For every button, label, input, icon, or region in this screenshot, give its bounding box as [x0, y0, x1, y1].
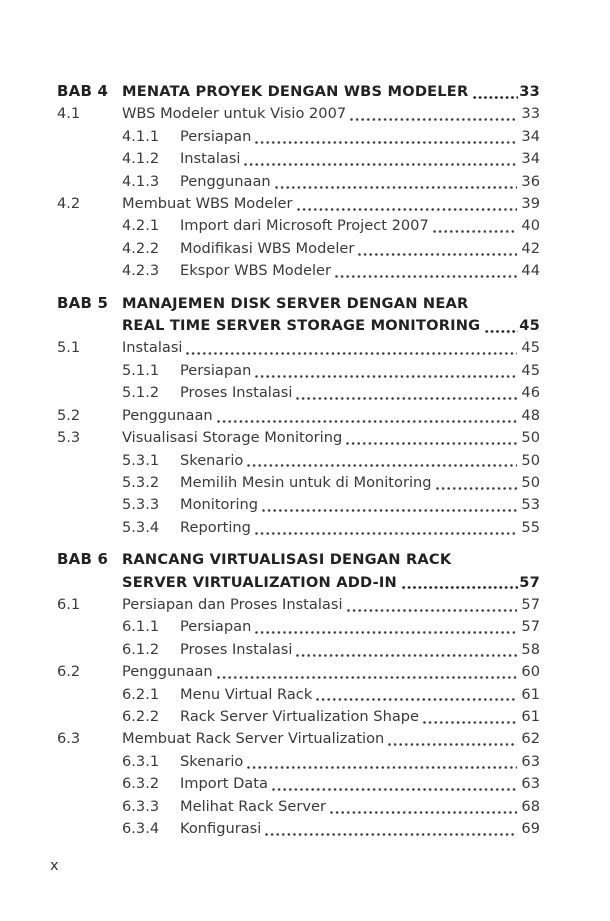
entry-title: Persiapan [180, 618, 252, 636]
entry-title: Proses Instalasi [180, 384, 293, 402]
toc-entry [57, 796, 540, 818]
dot-leader [255, 375, 517, 378]
entry-number: 5.3.3 [122, 496, 160, 514]
toc-entry [57, 171, 540, 193]
entry-title: Reporting [180, 518, 251, 536]
entry-number: 5.1.1 [122, 361, 160, 379]
entry-title: Instalasi [180, 150, 241, 168]
toc-entry [57, 360, 540, 382]
entry-number: 4.2.1 [122, 217, 160, 235]
toc-entry [57, 616, 540, 638]
dot-leader [436, 487, 518, 490]
chapter-label: BAB 6 [57, 550, 109, 569]
entry-page-number: 58 [521, 640, 540, 658]
entry-page-number: 50 [521, 473, 540, 491]
entry-number: 5.1.2 [122, 384, 160, 402]
chapter-title [122, 81, 540, 103]
dot-leader [433, 230, 518, 233]
toc-entry [57, 193, 540, 215]
entry-title: Konfigurasi [180, 820, 262, 837]
entry-number: 6.3.3 [122, 797, 160, 815]
dot-leader [350, 118, 517, 121]
entry-page-number: 68 [521, 797, 540, 815]
toc-entry [57, 818, 540, 840]
toc-entry [57, 215, 540, 237]
chapter-row [57, 292, 540, 338]
entry-number: 5.3 [57, 429, 81, 447]
dot-leader [255, 532, 517, 535]
toc-entry [57, 382, 540, 404]
chapter-page-number: 45 [519, 317, 540, 335]
chapter-title-text: RANCANG VIRTUALISASI DENGAN RACK [122, 551, 452, 569]
entry-number: 6.3.4 [122, 820, 160, 837]
entry-page-number: 60 [521, 663, 540, 681]
toc-entry [57, 728, 540, 750]
dot-leader [485, 330, 518, 333]
dot-leader [247, 766, 517, 769]
dot-leader [244, 163, 517, 166]
entry-number: 4.1.1 [122, 127, 160, 145]
entry-title: Membuat Rack Server Virtualization [122, 730, 385, 748]
chapter-label: BAB 4 [57, 82, 109, 100]
chapter-title-line [122, 549, 540, 571]
entry-title: Proses Instalasi [180, 640, 293, 658]
dot-leader [296, 397, 517, 400]
chapter-title-line [122, 315, 540, 337]
entry-title: Penggunaan [122, 663, 213, 681]
entry-page-number: 62 [521, 730, 540, 748]
toc-entry [57, 494, 540, 516]
dot-leader [316, 698, 517, 701]
entry-page-number: 45 [521, 361, 540, 379]
dot-leader [473, 96, 518, 99]
entry-number: 5.2 [57, 406, 81, 424]
entry-number: 6.1.1 [122, 618, 160, 636]
entry-title: Modifikasi WBS Modeler [180, 239, 355, 257]
dot-leader [347, 609, 518, 612]
dot-leader [358, 253, 517, 256]
dot-leader [335, 275, 517, 278]
dot-leader [402, 586, 518, 589]
entry-page-number: 57 [521, 595, 540, 613]
entry-number: 6.1 [57, 595, 81, 613]
entry-page-number: 53 [521, 496, 540, 514]
entry-title: Persiapan [180, 361, 252, 379]
entry-title: Persiapan [180, 127, 252, 145]
entry-page-number: 40 [521, 217, 540, 235]
toc-entry [57, 684, 540, 706]
entry-number: 5.3.2 [122, 473, 160, 491]
entry-number: 4.1.2 [122, 150, 160, 168]
toc-entry [57, 450, 540, 472]
chapter-title-text: SERVER VIRTUALIZATION ADD-IN [122, 573, 397, 591]
toc-entry [57, 337, 540, 359]
entry-page-number: 33 [521, 105, 540, 123]
entry-title: Import Data [180, 775, 268, 793]
entry-title: Penggunaan [122, 406, 213, 424]
entry-page-number: 45 [521, 339, 540, 357]
entry-title: Skenario [180, 451, 244, 469]
dot-leader [186, 352, 517, 355]
toc-entry [57, 103, 540, 125]
toc-entry [57, 238, 540, 260]
chapter-title-text: REAL TIME SERVER STORAGE MONITORING [122, 317, 481, 335]
chapter-title-text: MENATA PROYEK DENGAN WBS MODELER [122, 83, 469, 100]
dot-leader [265, 833, 517, 836]
dot-leader [217, 420, 518, 423]
entry-number: 6.3.2 [122, 775, 160, 793]
entry-title: WBS Modeler untuk Visio 2007 [122, 105, 347, 123]
entry-title: Instalasi [122, 339, 183, 357]
dot-leader [247, 464, 517, 467]
entry-number: 5.1 [57, 339, 81, 357]
toc-entry [57, 661, 540, 683]
entry-page-number: 46 [521, 384, 540, 402]
toc-list [57, 80, 540, 840]
entry-number: 4.2 [57, 195, 81, 213]
entry-page-number: 69 [521, 820, 540, 837]
entry-title: Melihat Rack Server [180, 797, 326, 815]
toc-entry [57, 260, 540, 282]
entry-page-number: 63 [521, 752, 540, 770]
entry-number: 4.1 [57, 105, 81, 123]
entry-title: Memilih Mesin untuk di Monitoring [180, 473, 432, 491]
chapter-row [57, 548, 540, 594]
toc-entry [57, 517, 540, 539]
entry-page-number: 36 [521, 172, 540, 190]
toc-entry [57, 706, 540, 728]
entry-title: Monitoring [180, 496, 259, 514]
entry-page-number: 50 [521, 451, 540, 469]
chapter-page-number: 57 [519, 573, 540, 591]
entry-page-number: 61 [521, 685, 540, 703]
entry-number: 6.2.1 [122, 685, 160, 703]
dot-leader [272, 788, 518, 791]
chapter-title-line [122, 81, 540, 103]
dot-leader [297, 208, 518, 211]
dot-leader [388, 743, 517, 746]
entry-number: 4.2.2 [122, 239, 160, 257]
entry-page-number: 42 [521, 239, 540, 257]
entry-title: Ekspor WBS Modeler [180, 262, 331, 280]
entry-number: 5.3.4 [122, 518, 160, 536]
toc-entry [57, 405, 540, 427]
toc-entry [57, 472, 540, 494]
entry-page-number: 50 [521, 429, 540, 447]
entry-title: Penggunaan [180, 172, 271, 190]
dot-leader [346, 442, 517, 445]
entry-title: Menu Virtual Rack [180, 685, 313, 703]
toc-entry [57, 639, 540, 661]
entry-number: 4.1.3 [122, 172, 160, 190]
toc-entry [57, 594, 540, 616]
chapter-page-number: 33 [519, 83, 540, 100]
entry-number: 6.2.2 [122, 707, 160, 725]
entry-number: 6.3.1 [122, 752, 160, 770]
dot-leader [423, 721, 517, 724]
chapter-title-line [122, 293, 540, 315]
entry-page-number: 55 [521, 518, 540, 536]
entry-page-number: 48 [521, 406, 540, 424]
dot-leader [255, 141, 517, 144]
toc-entry [57, 427, 540, 449]
entry-page-number: 63 [521, 775, 540, 793]
entry-page-number: 39 [521, 195, 540, 213]
dot-leader [330, 811, 517, 814]
entry-page-number: 44 [521, 262, 540, 280]
dot-leader [217, 676, 518, 679]
chapter-title-text: MANAJEMEN DISK SERVER DENGAN NEAR [122, 294, 469, 312]
entry-title: Import dari Microsoft Project 2007 [180, 217, 429, 235]
entry-page-number: 34 [521, 150, 540, 168]
footer-page-number: x [50, 858, 59, 874]
entry-number: 6.1.2 [122, 640, 160, 658]
entry-title: Persiapan dan Proses Instalasi [122, 595, 343, 613]
chapter-title [122, 549, 540, 594]
entry-page-number: 61 [521, 707, 540, 725]
toc-entry [57, 148, 540, 170]
dot-leader [262, 509, 517, 512]
toc-entry [57, 751, 540, 773]
entry-page-number: 57 [521, 618, 540, 636]
chapter-label: BAB 5 [57, 293, 109, 312]
entry-number: 6.2 [57, 663, 81, 681]
dot-leader [255, 631, 517, 634]
toc-entry [57, 126, 540, 148]
entry-number: 4.2.3 [122, 262, 160, 280]
entry-title: Visualisasi Storage Monitoring [122, 429, 343, 447]
toc-entry [57, 773, 540, 795]
chapter-row [57, 80, 540, 103]
entry-number: 6.3 [57, 730, 81, 748]
entry-title: Skenario [180, 752, 244, 770]
chapter-title [122, 293, 540, 338]
chapter-title-line [122, 572, 540, 594]
entry-title: Membuat WBS Modeler [122, 195, 293, 213]
dot-leader [275, 186, 518, 189]
entry-title: Rack Server Virtualization Shape [180, 707, 420, 725]
dot-leader [296, 654, 517, 657]
entry-page-number: 34 [521, 127, 540, 145]
entry-number: 5.3.1 [122, 451, 160, 469]
